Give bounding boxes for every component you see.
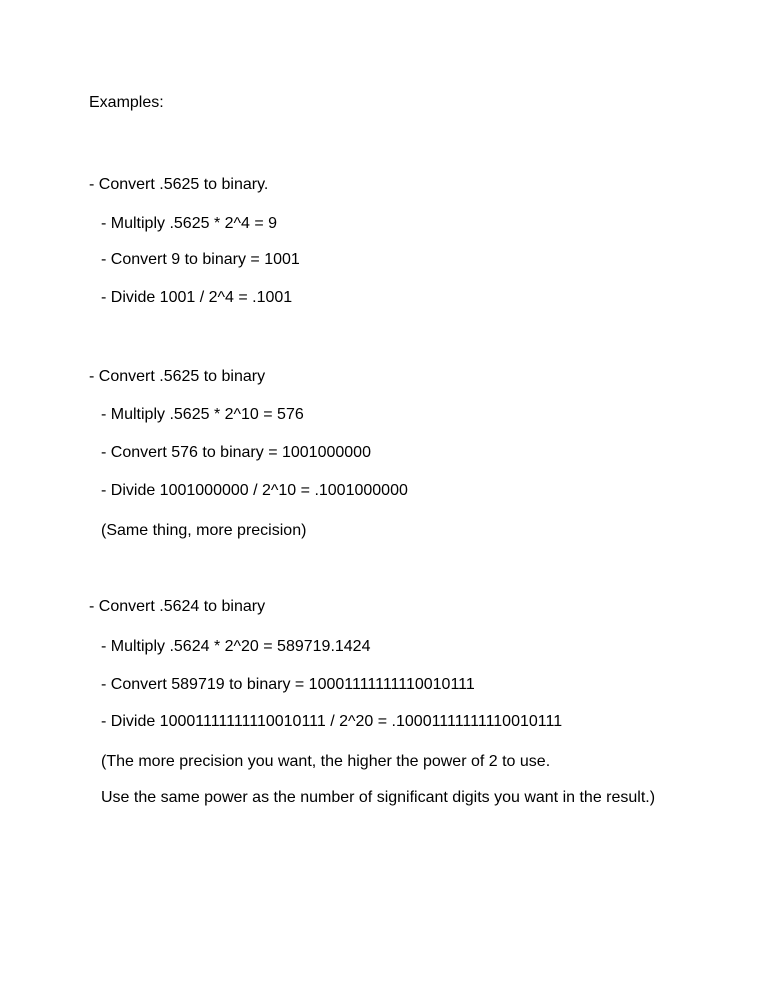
example-3-step-1: - Multiply .5624 * 2^20 = 589719.1424 [101,638,371,655]
example-3-note-line-2: Use the same power as the number of significant digits you want in the result.) [101,789,656,806]
example-1-step-2: - Convert 9 to binary = 1001 [101,251,300,268]
example-3-step-2: - Convert 589719 to binary = 10001111111110010111 [101,676,475,693]
example-2-step-2: - Convert 576 to binary = 1001000000 [101,444,371,461]
example-1-title: - Convert .5625 to binary. [89,176,269,193]
example-2-step-1: - Multiply .5625 * 2^10 = 576 [101,406,304,423]
example-3-step-3: - Divide 10001111111110010111 / 2^20 = .10001111111110010111 [101,713,563,730]
heading-examples: Examples: [89,94,164,111]
example-2-note: (Same thing, more precision) [101,522,307,539]
example-1-step-1: - Multiply .5625 * 2^4 = 9 [101,215,278,232]
example-2-title: - Convert .5625 to binary [89,368,266,385]
example-3-title: - Convert .5624 to binary [89,598,266,615]
example-2-step-3: - Divide 1001000000 / 2^10 = .1001000000 [101,482,408,499]
example-1-step-3: - Divide 1001 / 2^4 = .1001 [101,289,293,306]
example-3-note-line-1: (The more precision you want, the higher the power of 2 to use. [101,753,551,770]
